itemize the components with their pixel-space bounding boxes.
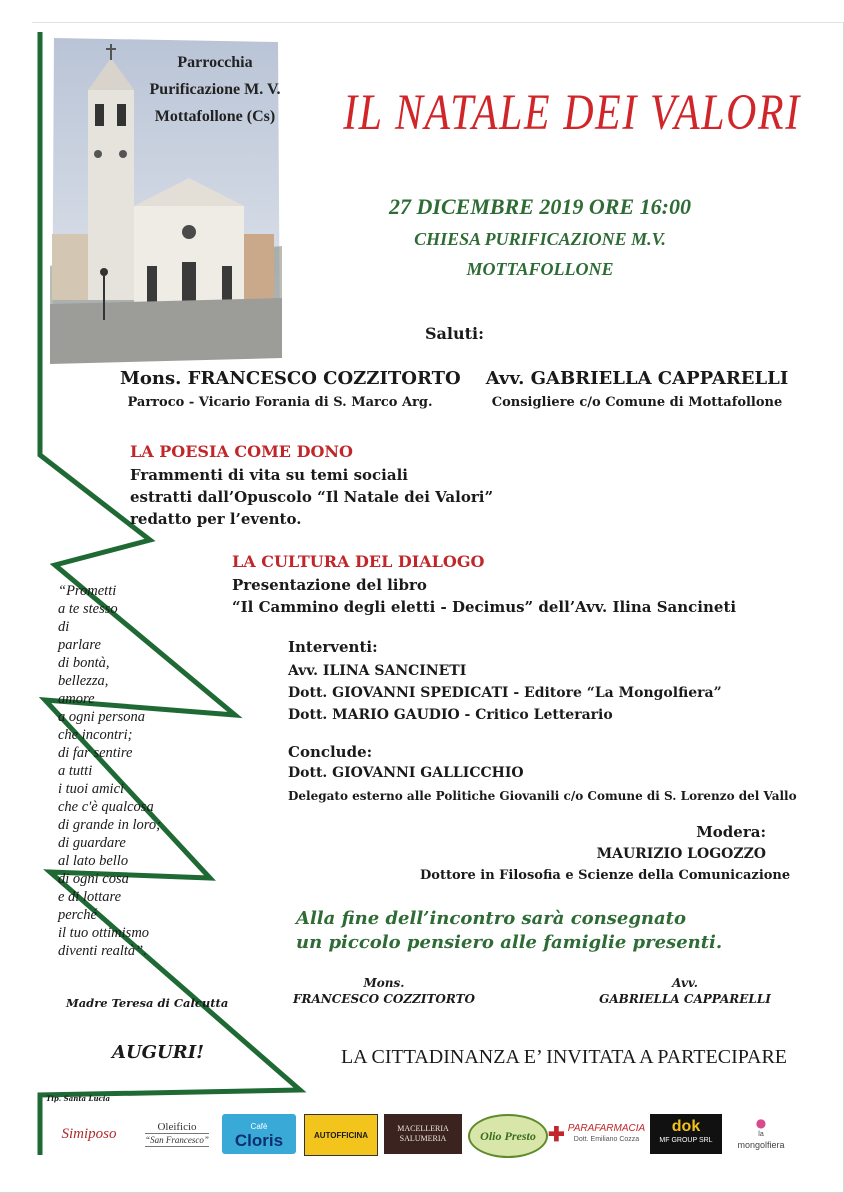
interventi-list xyxy=(288,660,722,726)
balloon-icon: ● xyxy=(755,1115,767,1130)
sponsor-macelleria xyxy=(384,1114,462,1154)
sponsor-simiposo xyxy=(46,1114,132,1154)
sponsor-cloris xyxy=(222,1114,296,1154)
quote-line: a ogni persona xyxy=(58,709,145,725)
quote-line: di guardare xyxy=(58,835,126,851)
sponsor-oleificio-label: Oleificio xyxy=(157,1121,197,1133)
interventi-item: Avv. ILINA SANCINETI xyxy=(288,663,467,679)
parish-line-3: Mottafollone (Cs) xyxy=(154,108,276,125)
sponsor-cloris-label: Cloris xyxy=(234,1131,284,1150)
sponsor-macelleria-label: MACELLERIA SALUMERIA xyxy=(397,1124,449,1143)
modera-name: MAURIZIO LOGOZZO xyxy=(596,846,766,862)
section-poesia-line: estratti dall’Opuscolo “Il Natale dei Valori” xyxy=(130,488,494,506)
sponsor-autofficina xyxy=(304,1114,378,1156)
quote-line: diventi realtà”. xyxy=(58,943,147,959)
quote-line: di far sentire xyxy=(58,745,133,761)
quote-line: a te stesso xyxy=(58,601,118,617)
interventi-item: Dott. GIOVANNI SPEDICATI - Editore “La Mongolfiera” xyxy=(288,685,722,701)
greeter-1-name: Mons. FRANCESCO COZZITORTO xyxy=(120,368,461,389)
quote-line: al lato bello xyxy=(58,853,129,869)
quote-line: perché xyxy=(58,907,97,923)
section-dialogo-line: “Il Cammino degli eletti - Decimus” dell’Avv. Ilina Sancineti xyxy=(232,598,737,616)
quote-block xyxy=(58,582,228,960)
quote-line: di ogni cosa xyxy=(58,871,129,887)
section-dialogo-line: Presentazione del libro xyxy=(232,576,427,594)
quote-line: bellezza, xyxy=(58,673,109,689)
sponsor-parafarmacia-sublabel: Dott. Emiliano Cozza xyxy=(573,1136,640,1143)
section-dialogo-heading: LA CULTURA DEL DIALOGO xyxy=(232,552,485,571)
quote-line: di bontà, xyxy=(58,655,110,671)
closing-line-1: Alla fine dell’incontro sarà consegnato xyxy=(296,908,686,929)
signature-1-name: FRANCESCO COZZITORTO xyxy=(293,992,475,1006)
printer-credit: Tip. Santa Lucia xyxy=(46,1094,110,1103)
sponsor-mongolfiera-small: la xyxy=(758,1130,764,1138)
greeter-1-role: Parroco - Vicario Forania di S. Marco Arg. xyxy=(127,395,433,410)
modera-label: Modera: xyxy=(696,823,766,841)
sponsor-oleificio xyxy=(136,1114,218,1154)
sponsor-olio-presto xyxy=(468,1114,548,1158)
greeter-2-role: Consigliere c/o Comune di Mottafollone xyxy=(491,395,783,410)
quote-line: “Prometti xyxy=(58,583,117,599)
sponsor-olio-presto-label: Olio Presto xyxy=(480,1128,536,1143)
quote-line: che c'è qualcosa xyxy=(58,799,154,815)
signature-1-title: Mons. xyxy=(363,976,405,990)
quote-line: a tutti xyxy=(58,763,93,779)
sponsor-autofficina-label: AUTOFFICINA xyxy=(313,1130,369,1140)
section-poesia-heading: LA POESIA COME DONO xyxy=(130,442,353,461)
parish-line-2: Purificazione M. V. xyxy=(149,81,281,98)
conclude-role: Delegato esterno alle Politiche Giovanili c/o Comune di S. Lorenzo del Vallo xyxy=(288,789,797,803)
auguri-text: AUGURI! xyxy=(112,1042,205,1063)
quote-line: di grande in loro; xyxy=(58,817,161,833)
modera-role: Dottore in Filosofia e Scienze della Comunicazione xyxy=(420,868,791,883)
signature-2-name: GABRIELLA CAPPARELLI xyxy=(599,992,771,1006)
greeter-2-name: Avv. GABRIELLA CAPPARELLI xyxy=(485,368,789,389)
event-town: MOTTAFOLLONE xyxy=(466,259,614,279)
quote-author: Madre Teresa di Calcutta xyxy=(66,996,229,1010)
interventi-label: Interventi: xyxy=(288,638,378,656)
sponsor-dok-label: dok xyxy=(671,1118,701,1135)
sponsor-parafarmacia-label: PARAFARMACIA xyxy=(567,1123,646,1134)
sponsor-dok xyxy=(650,1114,722,1154)
cross-icon: ✚ xyxy=(548,1122,565,1146)
event-place: CHIESA PURIFICAZIONE M.V. xyxy=(414,229,666,249)
sponsor-cloris-small: Cafè xyxy=(250,1122,268,1131)
conclude-label: Conclude: xyxy=(288,743,373,761)
sponsor-dok-sublabel: MF GROUP SRL xyxy=(659,1137,713,1144)
interventi-item: Dott. MARIO GAUDIO - Critico Letterario xyxy=(288,707,613,723)
quote-line: i tuoi amici xyxy=(58,781,125,797)
invite-text: LA CITTADINANZA E’ INVITATA A PARTECIPARE xyxy=(340,1046,788,1068)
section-poesia-body xyxy=(130,464,493,530)
quote-line: di xyxy=(58,619,70,635)
sponsor-mongolfiera-label: mongolfiera xyxy=(737,1139,785,1150)
event-date: 27 DICEMBRE 2019 ORE 16:00 xyxy=(389,194,691,219)
page-title: IL NATALE DEI VALORI xyxy=(343,85,801,141)
quote-line: amore xyxy=(58,691,95,707)
quote-line: il tuo ottimismo xyxy=(58,925,150,941)
parish-line-1: Parrocchia xyxy=(177,54,253,71)
closing-line-2: un piccolo pensiero alle famiglie presenti. xyxy=(296,932,723,953)
conclude-name: Dott. GIOVANNI GALLICCHIO xyxy=(288,765,524,781)
section-dialogo-body xyxy=(232,574,736,618)
quote-line: parlare xyxy=(58,637,101,653)
saluti-label: Saluti: xyxy=(425,324,485,343)
section-poesia-line: Frammenti di vita su temi sociali xyxy=(130,466,408,484)
sponsor-parafarmacia xyxy=(548,1114,644,1154)
signature-2-title: Avv. xyxy=(672,976,698,990)
section-poesia-line: redatto per l’evento. xyxy=(130,510,302,528)
sponsor-oleificio-sublabel: “San Francesco” xyxy=(145,1135,209,1145)
sponsor-mongolfiera xyxy=(728,1114,794,1154)
quote-line: e di lottare xyxy=(58,889,122,905)
sponsor-simiposo-label: Simiposo xyxy=(61,1125,117,1142)
quote-line: che incontri; xyxy=(58,727,133,743)
